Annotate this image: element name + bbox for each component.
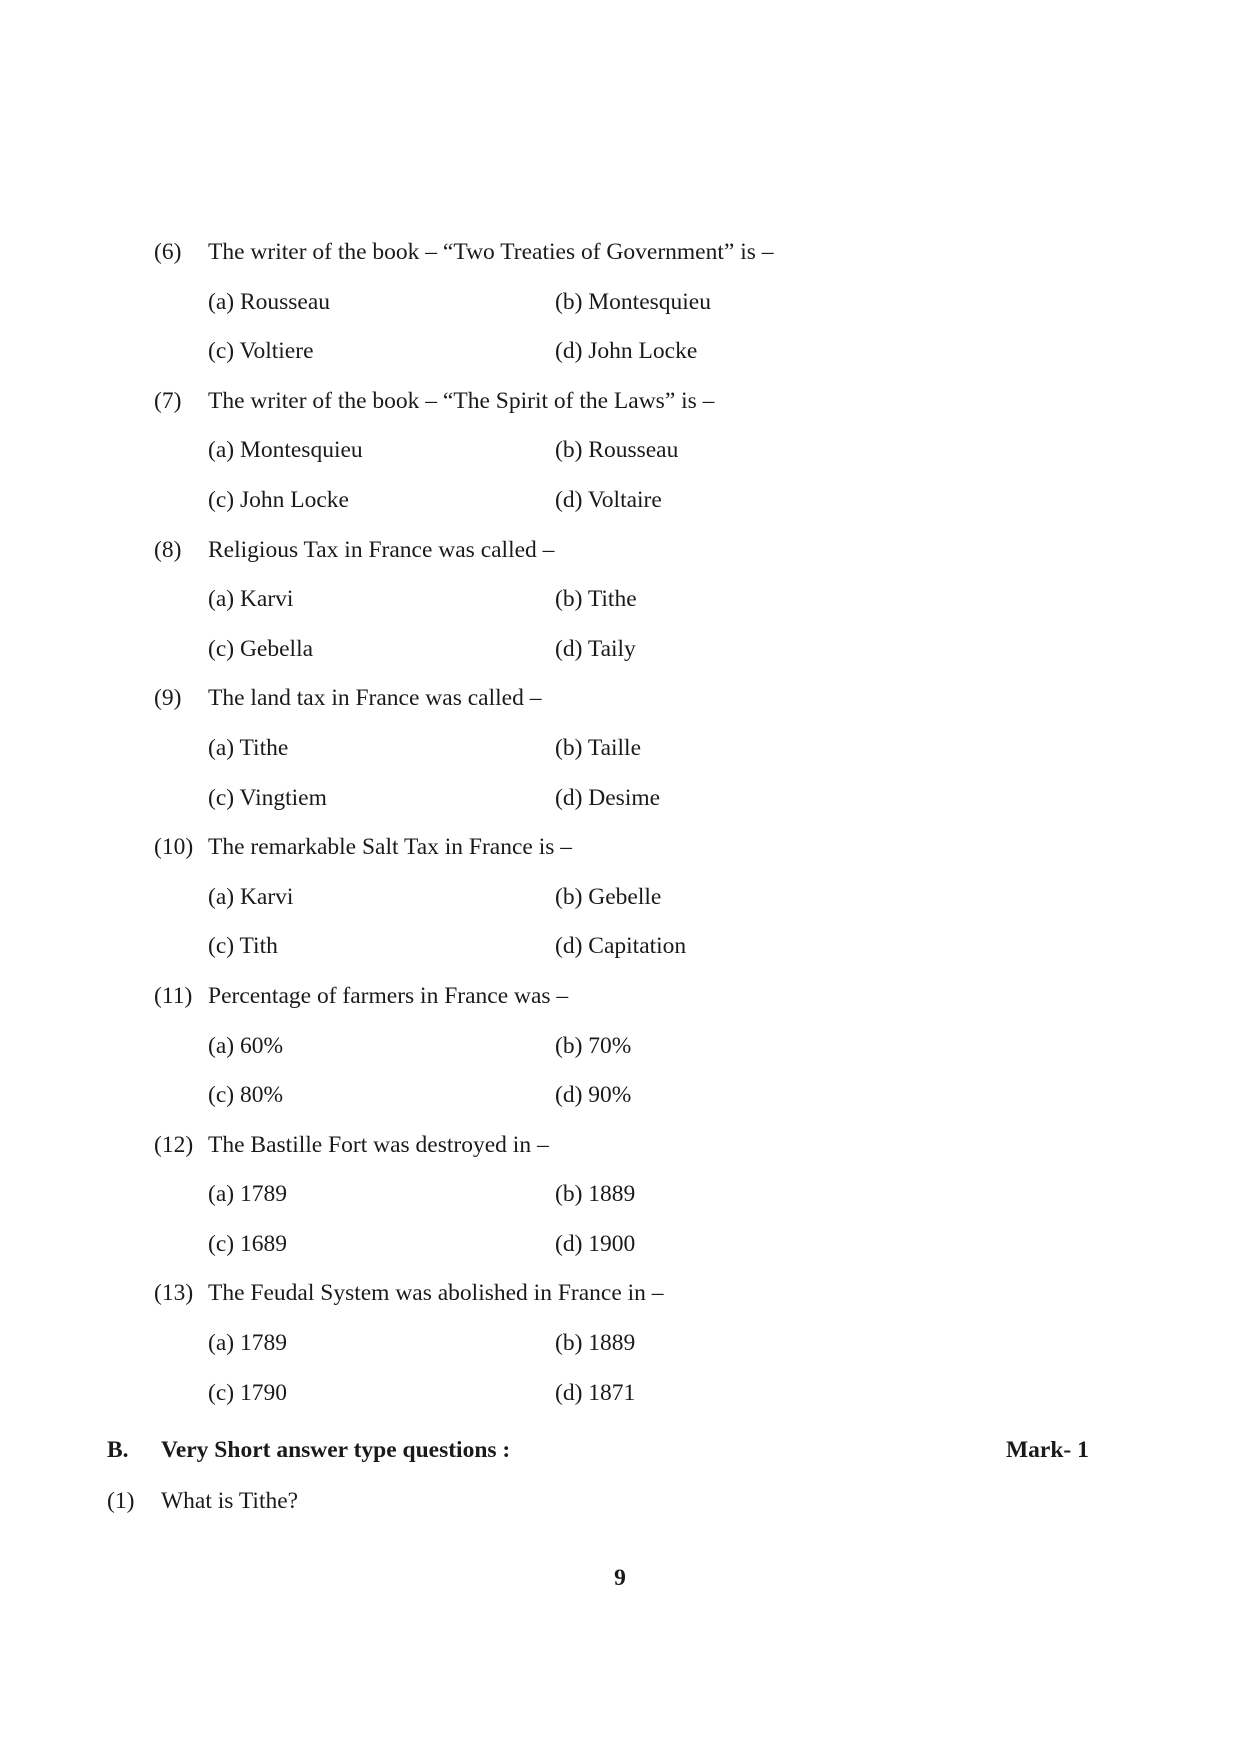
question-line <box>0 982 1240 1035</box>
option-row <box>0 1084 1240 1134</box>
question-text: The remarkable Salt Tax in France is – <box>208 834 573 861</box>
option-row <box>0 883 1240 936</box>
question-number: (13) <box>154 1280 194 1307</box>
option-d: (d) 1871 <box>555 1379 636 1406</box>
section-marks: Mark- 1 <box>1006 1437 1089 1463</box>
question-text: The Feudal System was abolished in France in – <box>208 1280 664 1307</box>
short-question-number: (1) <box>107 1488 135 1514</box>
mcq-list <box>0 241 1240 1431</box>
option-c: (c) Voltiere <box>208 338 314 365</box>
question-text: The Bastille Fort was destroyed in – <box>208 1131 549 1158</box>
option-c: (c) John Locke <box>208 486 349 513</box>
question-number: (12) <box>154 1131 194 1158</box>
option-a: (a) Rousseau <box>208 288 331 315</box>
option-a: (a) 1789 <box>208 1181 287 1208</box>
option-c: (c) 80% <box>208 1082 284 1109</box>
option-row <box>0 1032 1240 1085</box>
mcq-question <box>0 982 1240 1134</box>
section-letter: B. <box>107 1437 129 1463</box>
option-a: (a) Karvi <box>208 586 294 613</box>
option-b: (b) Gebelle <box>555 883 662 910</box>
question-line <box>0 1131 1240 1184</box>
option-b: (b) 1889 <box>555 1330 636 1357</box>
mcq-question <box>0 536 1240 688</box>
option-b: (b) Rousseau <box>555 437 679 464</box>
option-row <box>0 588 1240 638</box>
option-row <box>0 1379 1240 1432</box>
question-text: Percentage of farmers in France was – <box>208 982 569 1009</box>
option-a: (a) Karvi <box>208 883 294 910</box>
option-a: (a) Tithe <box>208 734 289 761</box>
option-row <box>0 1230 1240 1283</box>
option-a: (a) Montesquieu <box>208 437 363 464</box>
question-line <box>0 687 1240 737</box>
question-text: The writer of the book – “Two Treaties of Government” is – <box>208 239 774 265</box>
option-row <box>0 734 1240 787</box>
question-number: (10) <box>154 834 194 861</box>
option-row <box>0 340 1240 390</box>
mcq-question <box>0 1131 1240 1283</box>
option-row <box>0 439 1240 489</box>
option-d: (d) John Locke <box>555 338 698 365</box>
question-line <box>0 387 1240 440</box>
question-number: (6) <box>154 239 182 265</box>
option-d: (d) Taily <box>555 635 636 662</box>
option-d: (d) 90% <box>555 1082 632 1109</box>
question-text: The writer of the book – “The Spirit of the Laws” is – <box>208 387 715 414</box>
option-row <box>0 288 1240 341</box>
option-c: (c) Gebella <box>208 635 314 662</box>
option-row <box>0 635 1240 688</box>
question-line <box>0 241 1240 291</box>
option-c: (c) 1689 <box>208 1230 287 1257</box>
option-d: (d) Desime <box>555 784 661 811</box>
option-row <box>0 1183 1240 1233</box>
option-a: (a) 1789 <box>208 1330 287 1357</box>
question-line <box>0 1282 1240 1332</box>
page-number: 9 <box>614 1565 626 1591</box>
option-d: (d) 1900 <box>555 1230 636 1257</box>
option-row <box>0 1332 1240 1382</box>
option-row <box>0 784 1240 837</box>
question-line <box>0 836 1240 886</box>
option-c: (c) 1790 <box>208 1379 287 1406</box>
option-b: (b) 70% <box>555 1032 632 1059</box>
option-b: (b) 1889 <box>555 1181 636 1208</box>
question-line <box>0 536 1240 589</box>
question-number: (8) <box>154 536 182 563</box>
option-c: (c) Vingtiem <box>208 784 327 811</box>
option-d: (d) Voltaire <box>555 486 662 513</box>
option-d: (d) Capitation <box>555 933 687 960</box>
question-number: (11) <box>154 982 193 1009</box>
option-row <box>0 935 1240 985</box>
short-question-text: What is Tithe? <box>161 1488 299 1514</box>
question-text: The land tax in France was called – <box>208 685 542 712</box>
option-b: (b) Taille <box>555 734 642 761</box>
question-number: (9) <box>154 685 182 712</box>
option-b: (b) Tithe <box>555 586 637 613</box>
option-c: (c) Tith <box>208 933 278 960</box>
question-text: Religious Tax in France was called – <box>208 536 555 563</box>
mcq-question <box>0 1282 1240 1431</box>
section-title: Very Short answer type questions : <box>161 1437 511 1463</box>
option-b: (b) Montesquieu <box>555 288 711 315</box>
question-number: (7) <box>154 387 182 414</box>
mcq-question <box>0 387 1240 539</box>
option-row <box>0 486 1240 539</box>
mcq-question <box>0 836 1240 985</box>
mcq-question <box>0 241 1240 390</box>
mcq-question <box>0 687 1240 836</box>
option-a: (a) 60% <box>208 1032 284 1059</box>
